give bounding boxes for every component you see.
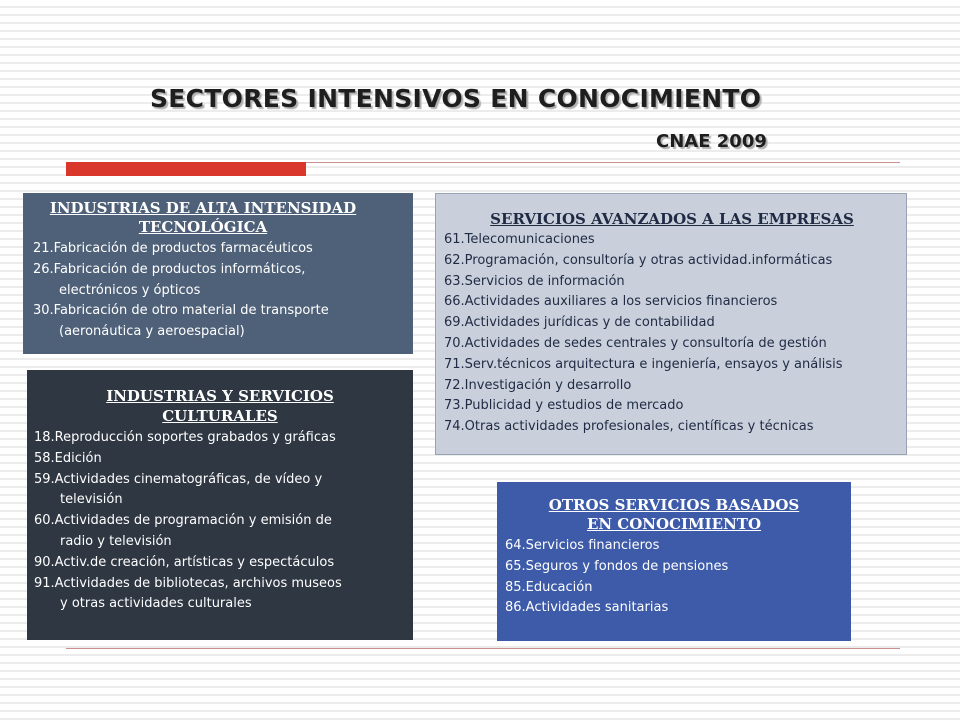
heading-line: OTROS SERVICIOS BASADOS (548, 496, 800, 514)
heading-line: TECNOLÓGICA (138, 218, 268, 236)
box-culturales (27, 370, 413, 640)
list-item: electrónicos y ópticos (59, 282, 201, 298)
box-otros-servicios-heading (505, 496, 843, 534)
page-subtitle: CNAE 2009 (656, 131, 767, 152)
list-item: 58.Edición (34, 450, 102, 466)
list-item: 26.Fabricación de productos informáticos, (33, 261, 306, 277)
heading-line: CULTURALES (162, 407, 278, 425)
list-item: 60.Actividades de programación y emisión de (34, 513, 332, 529)
list-item: 71.Serv.técnicos arquitectura e ingeniería, ensayos y análisis (444, 356, 843, 372)
list-item: 66.Actividades auxiliares a los servicios financieros (444, 294, 778, 310)
list-item: 73.Publicidad y estudios de mercado (444, 398, 684, 414)
page-title: SECTORES INTENSIVOS EN CONOCIMIENTO (150, 84, 762, 113)
box-servicios-avanzados-heading: SERVICIOS AVANZADOS A LAS EMPRESAS (490, 210, 854, 228)
list-item: 72.Investigación y desarrollo (444, 377, 632, 393)
list-item: 64.Servicios financieros (505, 538, 660, 553)
header-divider (306, 162, 900, 163)
box-culturales-heading (34, 386, 406, 426)
box-servicios-avanzados (435, 193, 907, 455)
box-alta-intensidad (23, 193, 413, 354)
list-item: radio y televisión (60, 533, 172, 549)
list-item: 62.Programación, consultoría y otras actividad.informáticas (444, 252, 833, 268)
list-item: y otras actividades culturales (60, 596, 252, 612)
list-item: 21.Fabricación de productos farmacéuticos (33, 241, 313, 256)
list-item: 18.Reproducción soportes grabados y gráficas (34, 430, 336, 445)
box-otros-servicios (497, 482, 851, 641)
heading-line: INDUSTRIAS DE ALTA INTENSIDAD (49, 199, 357, 217)
list-item: 59.Actividades cinematográficas, de vídeo y (34, 471, 323, 487)
list-item: televisión (60, 492, 123, 508)
list-item: 86.Actividades sanitarias (505, 600, 669, 616)
box-alta-intensidad-heading (33, 199, 373, 237)
list-item: (aeronáutica y aeroespacial) (59, 324, 245, 340)
list-item: 65.Seguros y fondos de pensiones (505, 558, 729, 574)
heading-line: INDUSTRIAS Y SERVICIOS (106, 387, 334, 405)
accent-bar (66, 162, 306, 176)
list-item: 69.Actividades jurídicas y de contabilidad (444, 315, 715, 331)
list-item: 90.Activ.de creación, artísticas y espectáculos (34, 554, 335, 570)
footer-divider (66, 648, 900, 649)
list-item: 63.Servicios de información (444, 273, 625, 289)
list-item: 91.Actividades de bibliotecas, archivos museos (34, 575, 342, 591)
list-item: 74.Otras actividades profesionales, científicas y técnicas (444, 419, 814, 435)
list-item: 30.Fabricación de otro material de transporte (33, 303, 329, 319)
list-item: 85.Educación (505, 579, 593, 595)
list-item: 70.Actividades de sedes centrales y consultoría de gestión (444, 335, 827, 351)
heading-line: EN CONOCIMIENTO (586, 515, 762, 533)
list-item: 61.Telecomunicaciones (444, 232, 595, 247)
